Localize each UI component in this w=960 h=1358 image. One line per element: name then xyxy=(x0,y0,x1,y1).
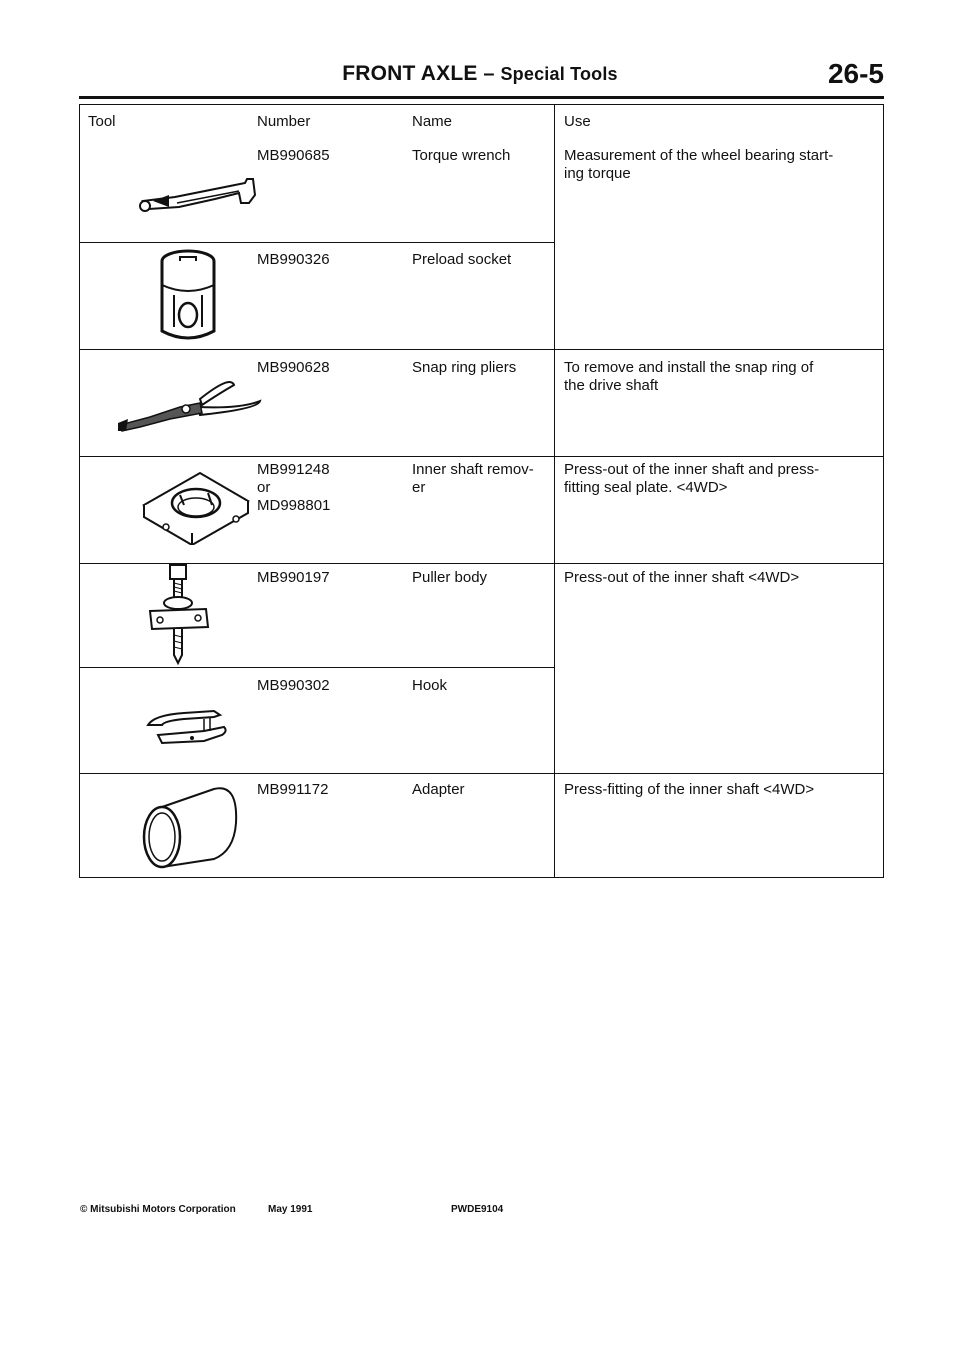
title-dash: – xyxy=(483,63,495,85)
special-tools-table xyxy=(79,104,884,878)
tool-use: Measurement of the wheel bearing start- ing torque xyxy=(564,147,834,182)
title-main: FRONT AXLE xyxy=(342,62,478,85)
page-title xyxy=(0,62,960,86)
torque-wrench-icon xyxy=(135,173,265,213)
tool-number: MB991248 or MD998801 xyxy=(257,461,331,514)
col-header-name: Name xyxy=(412,113,453,130)
tool-number: MB990628 xyxy=(257,359,330,376)
tool-name: Torque wrench xyxy=(412,147,511,164)
snap-ring-pliers-icon xyxy=(110,373,270,433)
puller-body-icon xyxy=(146,563,212,667)
header-rule xyxy=(79,96,884,99)
row-divider xyxy=(80,456,883,457)
footer-copyright: © Mitsubishi Motors Corporation xyxy=(80,1204,236,1215)
tool-name: Inner shaft remov- er xyxy=(412,461,534,496)
tool-use: To remove and install the snap ring of the drive shaft xyxy=(564,359,814,394)
tool-use: Press-out of the inner shaft <4WD> xyxy=(564,569,800,586)
page-number: 26-5 xyxy=(827,58,884,89)
title-sub: Special Tools xyxy=(500,64,618,84)
row-divider xyxy=(80,773,883,774)
tool-number: MB991172 xyxy=(257,781,329,798)
tool-number: MB990326 xyxy=(257,251,330,268)
tool-number: MB990302 xyxy=(257,677,330,694)
row-divider xyxy=(80,667,554,668)
row-divider xyxy=(80,349,883,350)
tool-name: Preload socket xyxy=(412,251,512,268)
tool-number: MB990197 xyxy=(257,569,330,586)
tool-name: Adapter xyxy=(412,781,465,798)
inner-shaft-remover-icon xyxy=(140,465,252,545)
tool-use: Press-fitting of the inner shaft <4WD> xyxy=(564,781,815,798)
footer-date: May 1991 xyxy=(268,1204,313,1215)
row-divider xyxy=(80,242,554,243)
col-divider-use xyxy=(554,105,555,877)
col-header-use: Use xyxy=(564,113,591,130)
tool-name: Puller body xyxy=(412,569,488,586)
tool-name: Snap ring pliers xyxy=(412,359,517,376)
tool-number: MB990685 xyxy=(257,147,330,164)
preload-socket-icon xyxy=(158,247,218,345)
footer-code: PWDE9104 xyxy=(451,1204,504,1215)
tool-use: Press-out of the inner shaft and press- fitting seal plate. <4WD> xyxy=(564,461,820,496)
adapter-icon xyxy=(140,785,242,871)
tool-name: Hook xyxy=(412,677,448,694)
hook-icon xyxy=(144,705,230,745)
col-header-tool: Tool xyxy=(88,113,116,130)
col-header-number: Number xyxy=(257,113,311,130)
